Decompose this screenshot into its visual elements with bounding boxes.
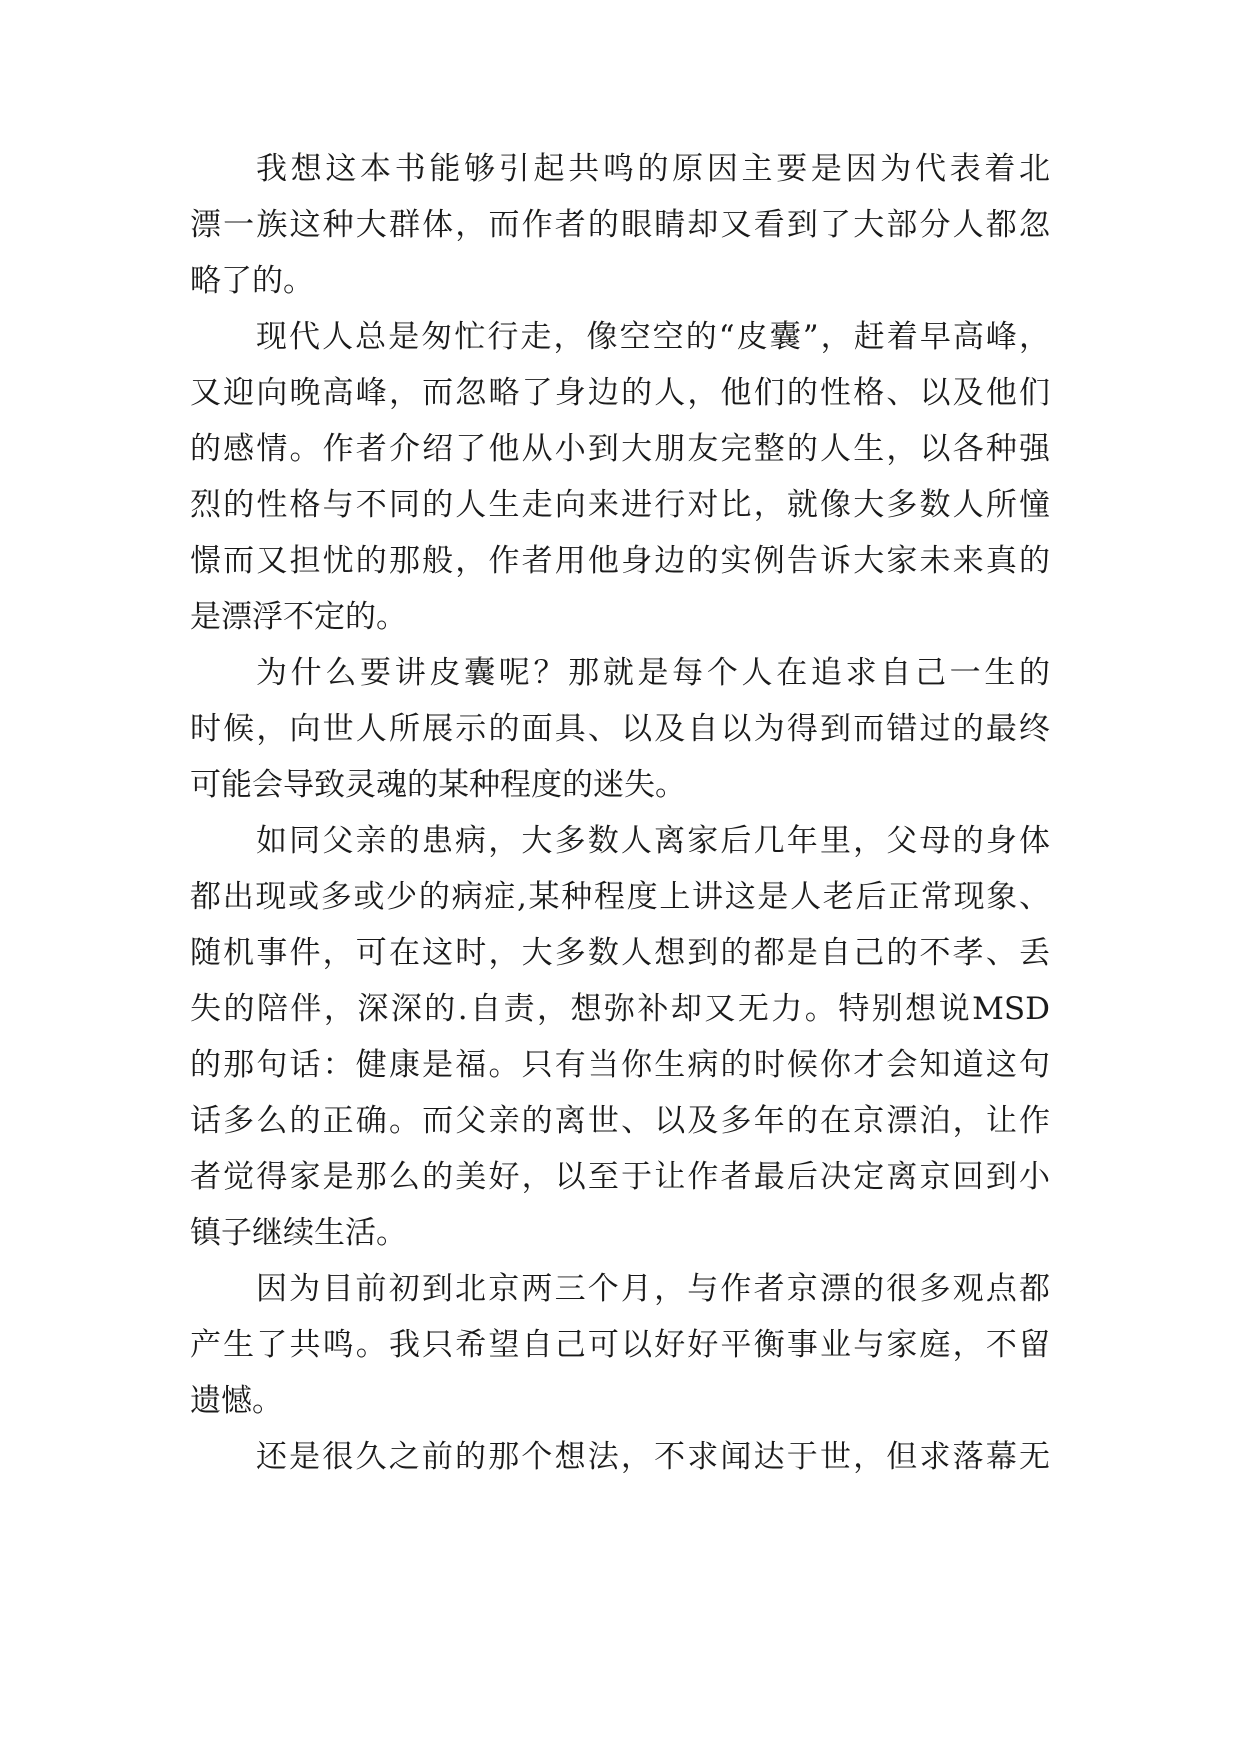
paragraph-3-line-1: 为什么要讲皮囊呢？那就是每个人在追求自己一生的 <box>256 655 1050 691</box>
paragraph-2-line-6: 是漂浮不定的。 <box>190 599 407 635</box>
paragraph-2-line-2: 又迎向晚高峰，而忽略了身边的人，他们的性格、以及他们 <box>190 375 1050 411</box>
paragraph-5-line-1: 因为目前初到北京两三个月，与作者京漂的很多观点都 <box>256 1271 1050 1307</box>
paragraph-5-line-3: 遗憾。 <box>190 1383 283 1419</box>
paragraph-4-line-8: 镇子继续生活。 <box>190 1215 407 1251</box>
paragraph-4-line-5: 的那句话：健康是福。只有当你生病的时候你才会知道这句 <box>190 1047 1050 1083</box>
paragraph-6-line-1: 还是很久之前的那个想法，不求闻达于世，但求落幕无 <box>256 1439 1050 1475</box>
paragraph-1-line-3: 略了的。 <box>190 263 314 299</box>
paragraph-1-line-1: 我想这本书能够引起共鸣的原因主要是因为代表着北 <box>256 151 1050 187</box>
paragraph-4-line-1: 如同父亲的患病，大多数人离家后几年里，父母的身体 <box>256 823 1050 859</box>
paragraph-2-line-5: 憬而又担忧的那般，作者用他身边的实例告诉大家未来真的 <box>190 543 1050 579</box>
paragraph-3-line-2: 时候，向世人所展示的面具、以及自以为得到而错过的最终 <box>190 711 1050 747</box>
paragraph-1-line-2: 漂一族这种大群体，而作者的眼睛却又看到了大部分人都忽 <box>190 207 1050 243</box>
paragraph-4-line-7: 者觉得家是那么的美好，以至于让作者最后决定离京回到小 <box>190 1159 1050 1195</box>
paragraph-4-line-6: 话多么的正确。而父亲的离世、以及多年的在京漂泊，让作 <box>190 1103 1050 1139</box>
paragraph-4-line-3: 随机事件，可在这时，大多数人想到的都是自己的不孝、丢 <box>190 935 1050 971</box>
paragraph-2-line-4: 烈的性格与不同的人生走向来进行对比，就像大多数人所憧 <box>190 487 1050 523</box>
paragraph-2-line-3: 的感情。作者介绍了他从小到大朋友完整的人生，以各种强 <box>190 431 1050 467</box>
paragraph-4-line-4: 失的陪伴，深深的.自责，想弥补却又无力。特别想说MSD <box>190 991 1050 1027</box>
paragraph-2-line-1: 现代人总是匆忙行走，像空空的“皮囊”，赶着早高峰， <box>256 319 1050 355</box>
paragraph-5-line-2: 产生了共鸣。我只希望自己可以好好平衡事业与家庭，不留 <box>190 1327 1050 1363</box>
paragraph-4-line-2: 都出现或多或少的病症,某种程度上讲这是人老后正常现象、 <box>190 879 1050 915</box>
paragraph-3-line-3: 可能会导致灵魂的某种程度的迷失。 <box>190 767 686 803</box>
